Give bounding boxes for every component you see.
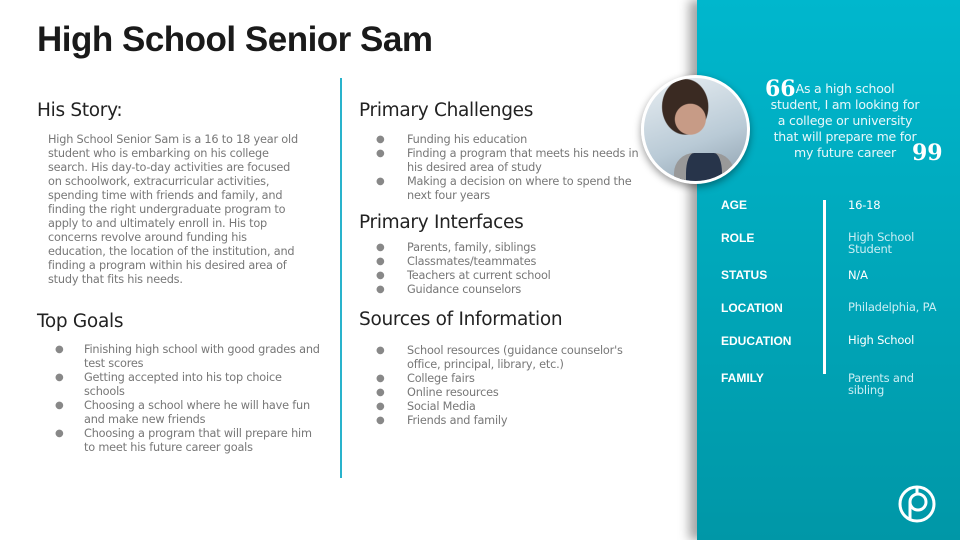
label-education: EDUCATION — [721, 334, 792, 348]
bullet-icon: ● — [376, 284, 385, 295]
list-item-text: Friends and family — [407, 414, 508, 427]
bullet-icon: ● — [55, 400, 64, 411]
challenges-heading: Primary Challenges — [359, 100, 534, 121]
list-item-text: Finding a program that meets his needs in his desired area of study — [407, 147, 639, 174]
bullet-icon: ● — [376, 373, 385, 384]
list-item-text: Online resources — [407, 386, 499, 399]
list-item-text: School resources (guidance counselor's office, principal, library, etc.) — [407, 344, 623, 371]
column-divider — [340, 78, 342, 478]
page-title: High School Senior Sam — [37, 20, 433, 59]
list-item-text: College fairs — [407, 372, 475, 385]
list-item-text: Classmates/teammates — [407, 255, 537, 268]
list-item — [55, 371, 324, 399]
list-item — [376, 344, 637, 372]
list-item-text: Making a decision on where to spend the next four years — [407, 175, 632, 202]
close-quote-icon: 99 — [912, 140, 943, 166]
list-item — [376, 147, 642, 175]
persona-quote: As a high school student, I am looking for a college or university that will prepare me for my future career — [770, 81, 920, 160]
bullet-icon: ● — [376, 242, 385, 253]
interfaces-heading: Primary Interfaces — [359, 212, 524, 233]
list-item-text: Choosing a program that will prepare him to meet his future career goals — [84, 427, 312, 454]
bullet-icon: ● — [376, 134, 385, 145]
value-age: 16-18 — [848, 198, 881, 212]
list-item — [376, 241, 642, 255]
bullet-icon: ● — [55, 372, 64, 383]
list-item — [376, 386, 637, 400]
bullet-icon: ● — [376, 401, 385, 412]
list-item-text: Guidance counselors — [407, 283, 522, 296]
bullet-icon: ● — [55, 428, 64, 439]
value-family: Parents and sibling — [848, 371, 914, 397]
list-item — [376, 283, 642, 297]
list-item — [55, 399, 324, 427]
open-quote-icon: 66 — [765, 76, 796, 102]
bullet-icon: ● — [376, 345, 385, 356]
bullet-icon: ● — [376, 270, 385, 281]
list-item — [376, 133, 642, 147]
list-item-text: Getting accepted into his top choice schools — [84, 371, 282, 398]
list-item — [55, 427, 324, 455]
list-item — [376, 269, 642, 283]
list-item-text: Funding his education — [407, 133, 528, 146]
value-location: Philadelphia, PA — [848, 300, 937, 314]
goals-heading: Top Goals — [37, 311, 124, 332]
sources-list — [376, 344, 637, 428]
bullet-icon: ● — [55, 344, 64, 355]
goals-list — [55, 343, 324, 455]
list-item-text: Teachers at current school — [407, 269, 551, 282]
story-heading: His Story: — [37, 100, 123, 121]
list-item-text: Choosing a school where he will have fun and make new friends — [84, 399, 310, 426]
label-status: STATUS — [721, 268, 768, 282]
list-item — [376, 255, 642, 269]
label-family: FAMILY — [721, 371, 764, 385]
list-item — [55, 343, 324, 371]
brand-logo-icon — [897, 484, 937, 524]
interfaces-list — [376, 241, 642, 297]
value-status: N/A — [848, 268, 868, 282]
value-education: High School — [848, 333, 915, 347]
bullet-icon: ● — [376, 415, 385, 426]
sources-heading: Sources of Information — [359, 309, 563, 330]
profile-divider — [823, 200, 826, 374]
label-age: AGE — [721, 198, 748, 212]
persona-photo — [641, 75, 750, 184]
list-item-text: Finishing high school with good grades and test scores — [84, 343, 320, 370]
list-item-text: Social Media — [407, 400, 476, 413]
list-item-text: Parents, family, siblings — [407, 241, 536, 254]
label-location: LOCATION — [721, 301, 783, 315]
bullet-icon: ● — [376, 176, 385, 187]
bullet-icon: ● — [376, 148, 385, 159]
bullet-icon: ● — [376, 387, 385, 398]
label-role: ROLE — [721, 231, 755, 245]
list-item — [376, 400, 637, 414]
story-text: High School Senior Sam is a 16 to 18 year old student who is embarking on his college search. His day-to-day activities are focused on schoolwork, extracurricular activities, spending time with friends and family, and finding the right undergraduate program to apply to and ultimately enroll in. His top concerns revolve around funding his education, the location of the institution, and finding a program within his desired area of study that fits his needs. — [48, 133, 298, 286]
list-item — [376, 175, 642, 203]
challenges-list — [376, 133, 642, 203]
value-role: High School Student — [848, 230, 915, 256]
list-item — [376, 414, 637, 428]
list-item — [376, 372, 637, 386]
bullet-icon: ● — [376, 256, 385, 267]
